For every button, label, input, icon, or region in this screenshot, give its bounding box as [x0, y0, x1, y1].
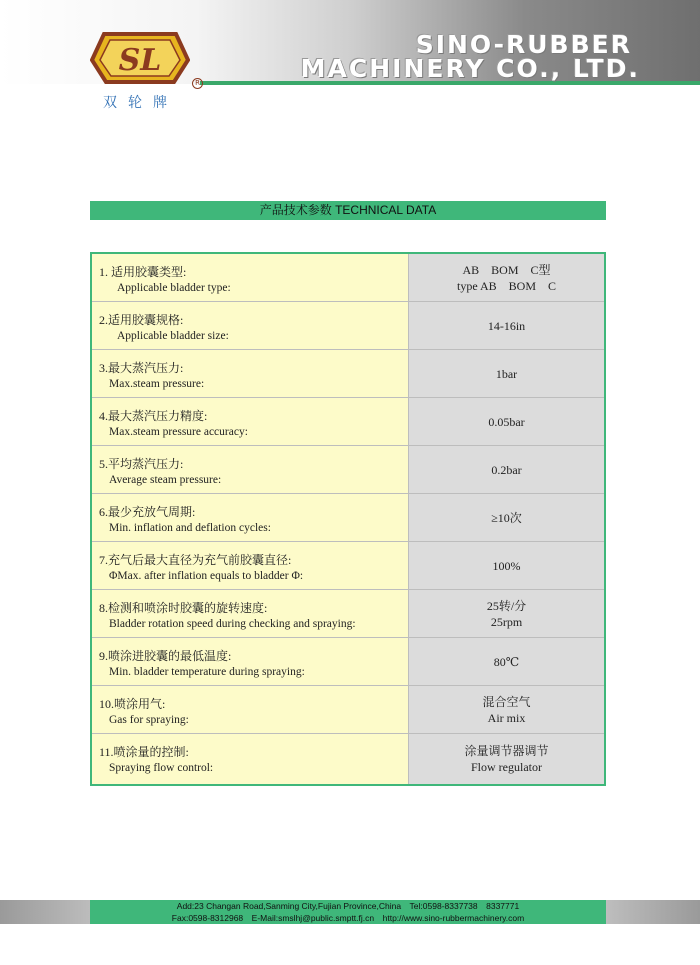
param-cell — [92, 302, 409, 349]
value-line1: ≥10次 — [491, 510, 522, 525]
param-cell — [92, 446, 409, 493]
value-line2: Air mix — [487, 710, 526, 725]
param-en: Min. bladder temperature during spraying: — [109, 666, 305, 678]
value-cell — [409, 590, 604, 637]
section-title: 产品技术参数 TECHNICAL DATA — [90, 201, 606, 220]
param-en: Max.steam pressure accuracy: — [109, 426, 248, 438]
value-cell — [409, 446, 604, 493]
param-cn: 1. 适用胶囊类型: — [99, 265, 187, 279]
value-cell — [409, 734, 604, 784]
param-en: Applicable bladder size: — [117, 330, 229, 342]
param-cell — [92, 590, 409, 637]
param-cn: 7.充气后最大直径为充气前胶囊直径: — [99, 553, 292, 567]
value-line1: 14-16in — [487, 318, 526, 333]
value-cell — [409, 350, 604, 397]
table-row — [92, 590, 604, 638]
footer-address-line: Add:23 Changan Road,Sanming City,Fujian Province,China Tel:0598-8337738 8337771 — [176, 901, 520, 911]
value-line1: 80℃ — [493, 654, 520, 669]
param-cn: 11.喷涂量的控制: — [99, 745, 189, 759]
value-line1: 100% — [492, 558, 521, 573]
value-cell — [409, 638, 604, 685]
company-name-line1: SINO-RUBBER — [415, 30, 632, 59]
value-line2: type AB BOM C — [456, 278, 556, 293]
param-cn: 3.最大蒸汽压力: — [99, 361, 184, 375]
table-row — [92, 686, 604, 734]
table-row — [92, 350, 604, 398]
table-row — [92, 734, 604, 784]
value-line1: 涂量调节器调节 — [464, 744, 549, 758]
footer-contact — [90, 900, 606, 924]
param-en: Bladder rotation speed during checking and spraying: — [109, 618, 356, 630]
param-cell — [92, 686, 409, 733]
value-line1: 0.2bar — [491, 462, 522, 477]
param-cn: 2.适用胶囊规格: — [99, 313, 184, 327]
value-line1: AB BOM C型 — [462, 262, 551, 277]
table-row — [92, 398, 604, 446]
table-row — [92, 446, 604, 494]
logo-text: SL — [118, 43, 162, 78]
value-line1: 25转/分 — [486, 598, 527, 613]
param-cell — [92, 350, 409, 397]
param-en: ΦMax. after inflation equals to bladder Φ: — [109, 570, 304, 582]
company-logo — [90, 30, 190, 86]
param-cell — [92, 734, 409, 784]
param-en: Spraying flow control: — [109, 762, 214, 774]
param-cell — [92, 254, 409, 301]
table-row — [92, 254, 604, 302]
param-en: Min. inflation and deflation cycles: — [109, 522, 271, 534]
value-cell — [409, 686, 604, 733]
param-cell — [92, 494, 409, 541]
table-row — [92, 638, 604, 686]
param-cell — [92, 398, 409, 445]
param-cn: 8.检测和喷涂时胶囊的旋转速度: — [99, 601, 268, 615]
registered-mark: R — [192, 78, 203, 89]
value-cell — [409, 302, 604, 349]
value-line1: 0.05bar — [488, 414, 525, 429]
value-cell — [409, 494, 604, 541]
table-row — [92, 302, 604, 350]
param-cn: 6.最少充放气周期: — [99, 505, 196, 519]
param-cell — [92, 638, 409, 685]
value-line2: 25rpm — [490, 614, 523, 629]
value-cell — [409, 542, 604, 589]
param-en: Gas for spraying: — [109, 714, 189, 726]
param-cn: 10.喷涂用气: — [99, 697, 166, 711]
param-cn: 5.平均蒸汽压力: — [99, 457, 184, 471]
table-row — [92, 494, 604, 542]
value-line2: Flow regulator — [471, 760, 542, 774]
value-cell — [409, 398, 604, 445]
param-cn: 4.最大蒸汽压力精度: — [99, 409, 208, 423]
param-en: Average steam pressure: — [109, 474, 222, 486]
footer-contact-line: Fax:0598-8312968 E-Mail:smslhj@public.smptt.fj.cn http://www.sino-rubbermachinery.com — [171, 913, 525, 923]
value-line1: 1bar — [495, 366, 518, 381]
value-line1: 混合空气 — [482, 694, 531, 709]
brand-name-cn: 双轮牌 — [103, 95, 178, 111]
param-cn: 9.喷涂进胶囊的最低温度: — [99, 649, 232, 663]
value-cell — [409, 254, 604, 301]
param-en: Applicable bladder type: — [117, 282, 231, 294]
table-row — [92, 542, 604, 590]
spec-table — [90, 252, 606, 786]
param-cell — [92, 542, 409, 589]
param-en: Max.steam pressure: — [109, 378, 205, 390]
company-name-line2: MACHINERY CO., LTD. — [300, 54, 640, 83]
